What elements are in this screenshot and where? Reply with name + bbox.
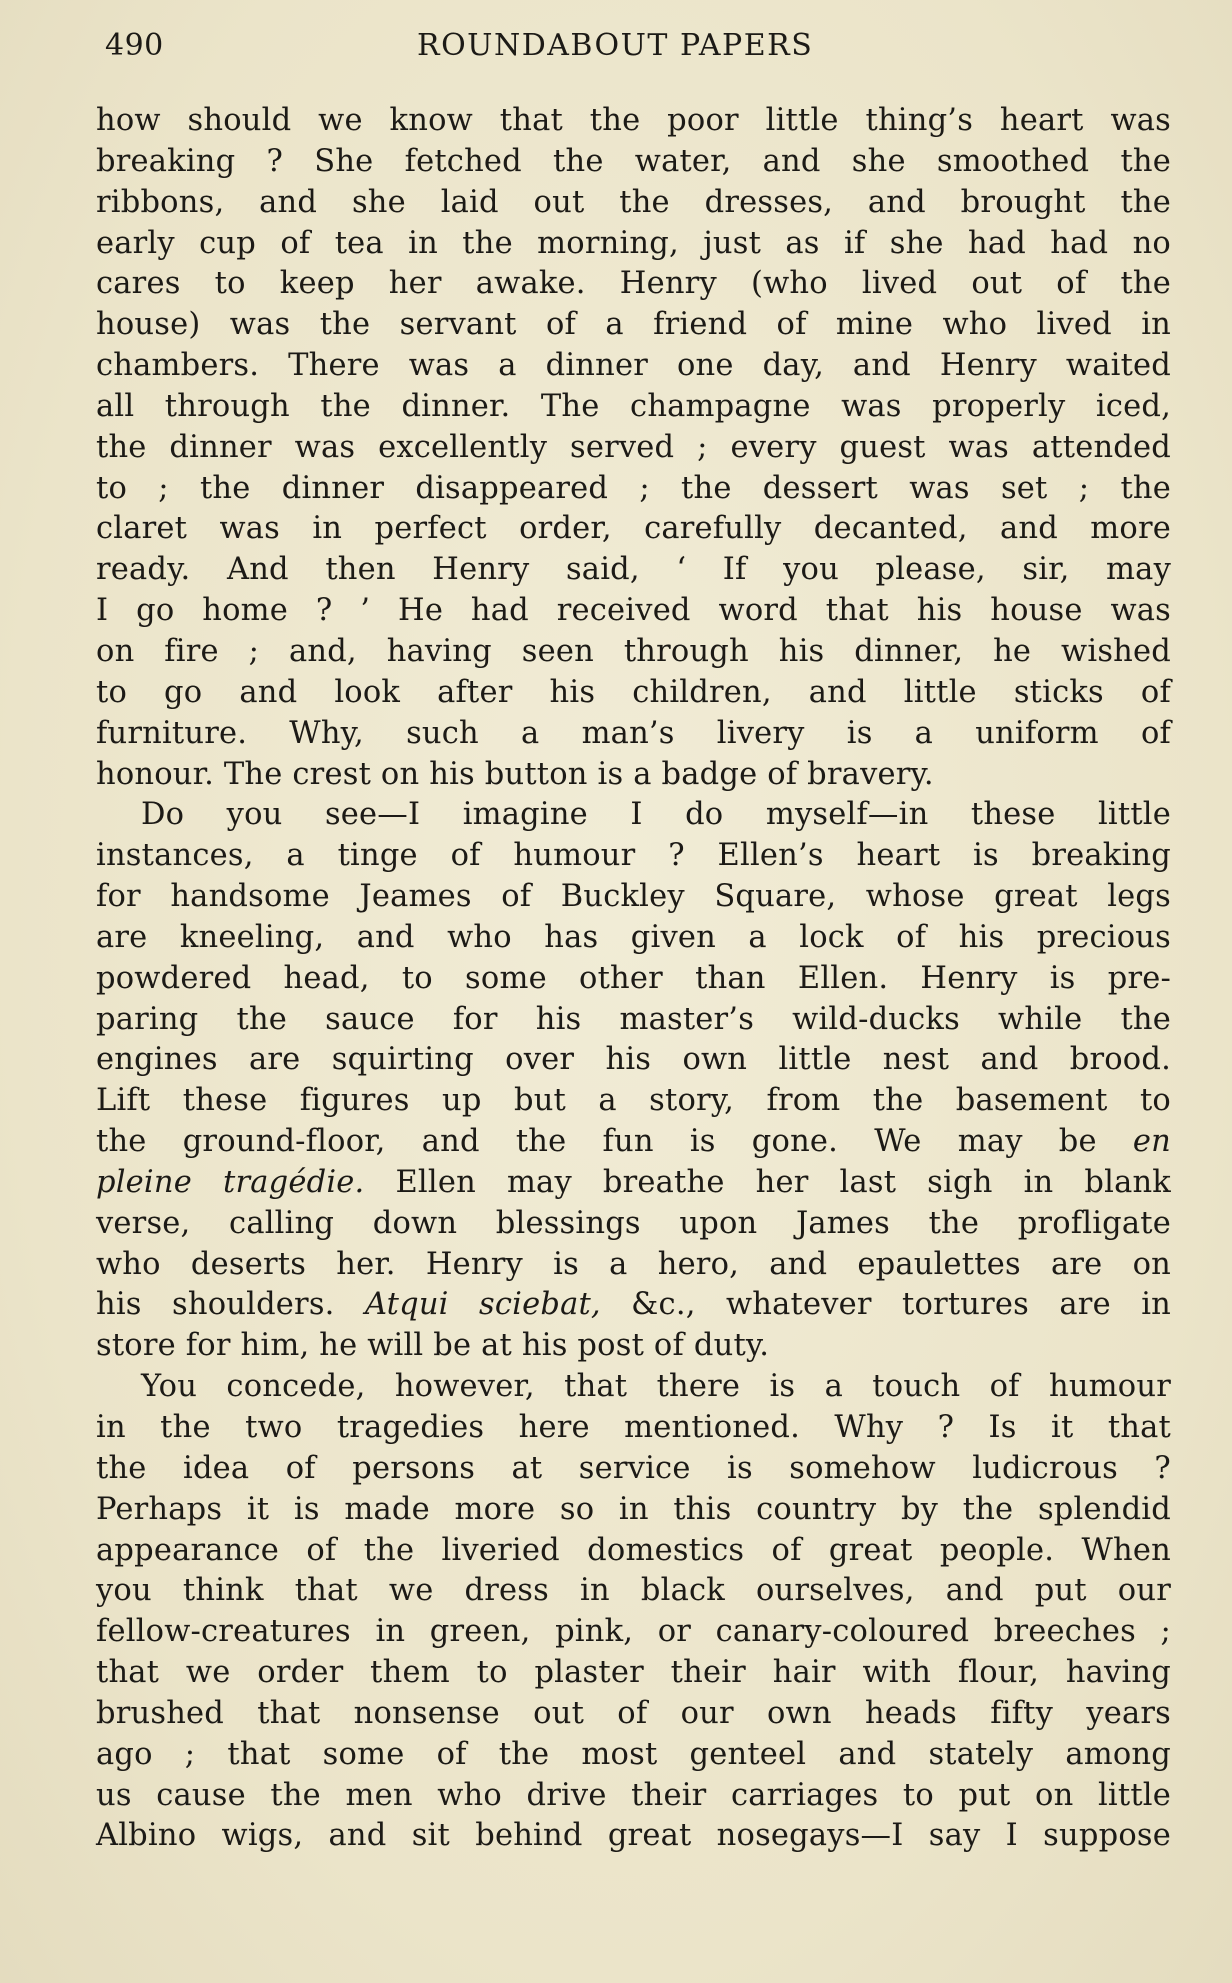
running-head bbox=[105, 28, 1172, 76]
text-line: chambers. There was a dinner one day, and Henry waited bbox=[96, 348, 1171, 384]
paragraph-end-line: store for him, he will be at his post of duty. bbox=[96, 1328, 770, 1364]
text-run: his shoulders. bbox=[96, 1287, 365, 1323]
text-line: how should we know that the poor little thing’s heart was bbox=[96, 103, 1171, 138]
text-line: Albino wigs, and sit behind great nosegays—I say I suppose bbox=[96, 1818, 1171, 1854]
text-line: furniture. Why, such a man’s livery is a uniform of bbox=[96, 715, 1171, 751]
text-line: the idea of persons at service is somehow ludicrous ? bbox=[96, 1450, 1171, 1486]
paragraph-start-line: Do you see—I imagine I do myself—in these little bbox=[141, 797, 1171, 833]
text-line: claret was in perfect order, carefully decanted, and more bbox=[96, 511, 1171, 547]
text-line: brushed that nonsense out of our own heads fifty years bbox=[96, 1695, 1171, 1731]
text-line: that we order them to plaster their hair with flour, having bbox=[96, 1655, 1171, 1691]
paragraph-end-line: honour. The crest on his button is a badge of bravery. bbox=[96, 756, 934, 792]
text-line: powdered head, to some other than Ellen. Henry is pre- bbox=[96, 960, 1171, 996]
text-line: paring the sauce for his master’s wild-ducks while the bbox=[96, 1001, 1171, 1037]
text-line: all through the dinner. The champagne was properly iced, bbox=[96, 388, 1171, 424]
text-line: appearance of the liveried domestics of great people. When bbox=[96, 1532, 1171, 1568]
italic-text: en bbox=[1132, 1124, 1171, 1160]
text-line: on fire ; and, having seen through his dinner, he wished bbox=[96, 633, 1171, 669]
text-line: to go and look after his children, and little sticks of bbox=[96, 674, 1171, 710]
text-line: instances, a tinge of humour ? Ellen’s heart is breaking bbox=[96, 838, 1171, 874]
text-line: us cause the men who drive their carriages to put on little bbox=[96, 1777, 1171, 1813]
italic-text: pleine tragédie. bbox=[96, 1164, 365, 1200]
text-line: ago ; that some of the most genteel and stately among bbox=[96, 1736, 1171, 1772]
text-line: are kneeling, and who has given a lock of his precious bbox=[96, 919, 1171, 955]
text-line: breaking ? She fetched the water, and she smoothed the bbox=[96, 143, 1171, 179]
text-line bbox=[96, 1163, 1171, 1204]
italic-text: Atqui sciebat, bbox=[364, 1287, 601, 1323]
text-line: Lift these figures up but a story, from the basement to bbox=[96, 1083, 1171, 1119]
text-line: ready. And then Henry said, ‘ If you please, sir, may bbox=[96, 552, 1171, 588]
paragraph-start-line: You concede, however, that there is a touch of humour bbox=[141, 1369, 1171, 1405]
text-line: fellow-creatures in green, pink, or canary-coloured breeches ; bbox=[96, 1614, 1171, 1650]
text-line: who deserts her. Henry is a hero, and epaulettes are on bbox=[96, 1246, 1171, 1282]
text-run: &c., whatever tortures are in bbox=[600, 1287, 1171, 1323]
running-title: ROUNDABOUT PAPERS bbox=[417, 28, 814, 63]
body-text bbox=[96, 101, 1171, 1857]
text-line: early cup of tea in the morning, just as if she had had no bbox=[96, 225, 1171, 261]
text-line: engines are squirting over his own little nest and brood. bbox=[96, 1042, 1171, 1078]
text-line: I go home ? ’ He had received word that his house was bbox=[96, 593, 1171, 629]
text-line: the dinner was excellently served ; every guest was attended bbox=[96, 429, 1171, 465]
text-run: the ground-floor, and the fun is gone. We may be bbox=[96, 1124, 1133, 1160]
text-line: house) was the servant of a friend of mine who lived in bbox=[96, 307, 1171, 343]
text-line: for handsome Jeames of Buckley Square, whose great legs bbox=[96, 879, 1171, 915]
text-line: Perhaps it is made more so in this country by the splendid bbox=[96, 1491, 1171, 1527]
text-line: to ; the dinner disappeared ; the dessert was set ; the bbox=[96, 470, 1171, 506]
text-line: ribbons, and she laid out the dresses, and brought the bbox=[96, 184, 1171, 220]
text-run: Ellen may breathe her last sigh in blank bbox=[364, 1164, 1171, 1200]
text-line: cares to keep her awake. Henry (who lived out of the bbox=[96, 266, 1171, 302]
page-number: 490 bbox=[105, 28, 164, 63]
text-line: you think that we dress in black ourselves, and put our bbox=[96, 1573, 1171, 1609]
text-line: verse, calling down blessings upon James the profligate bbox=[96, 1205, 1171, 1241]
text-line bbox=[96, 1285, 1171, 1326]
text-line bbox=[96, 1122, 1171, 1163]
text-line: in the two tragedies here mentioned. Why ? Is it that bbox=[96, 1410, 1171, 1445]
